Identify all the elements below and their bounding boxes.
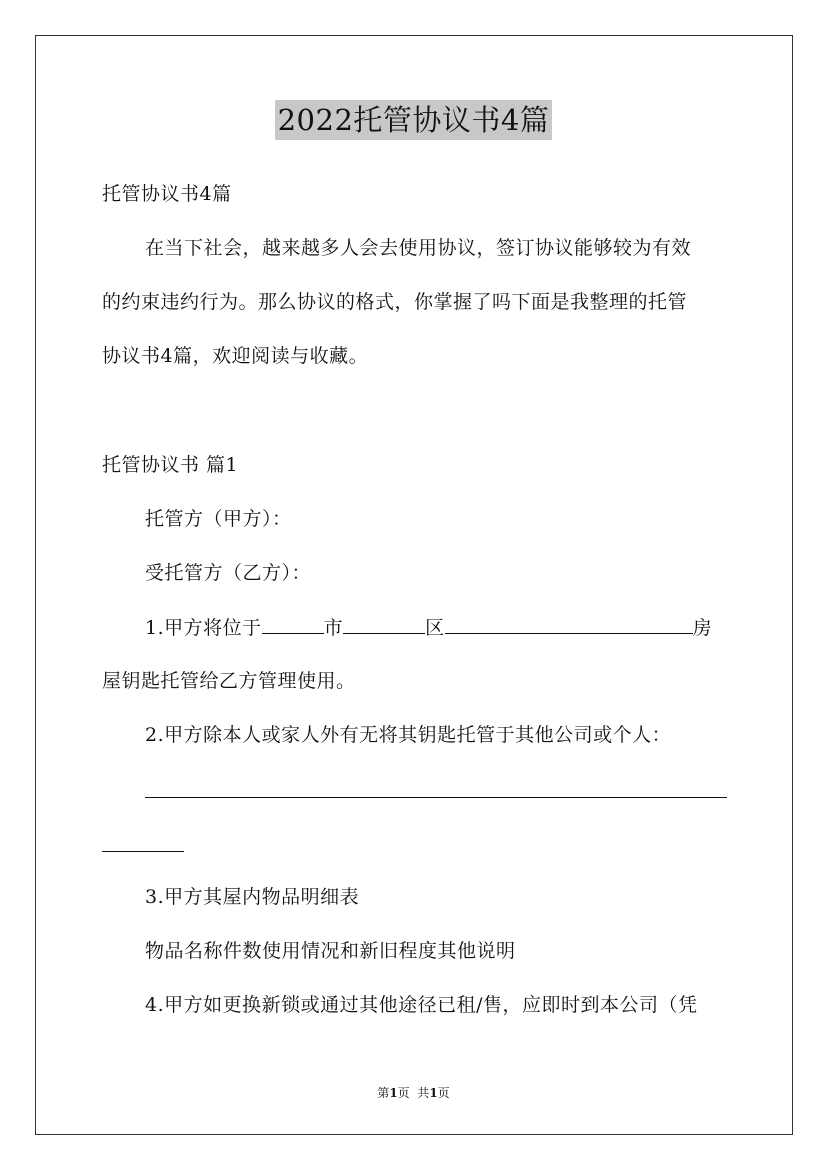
city-label: 市 [323, 617, 344, 639]
clause-2-line: 2.甲方除本人或家人外有无将其钥匙托管于其他公司或个人： [145, 724, 672, 746]
address-blank [445, 615, 693, 634]
city-blank [262, 615, 324, 634]
footer-page-number: 1 [389, 1086, 398, 1100]
section-heading: 托管协议书 篇1 [102, 454, 239, 476]
clause-2-answer-line-end [102, 851, 184, 852]
document-title: 2022托管协议书4篇 [275, 100, 553, 140]
district-label: 区 [425, 617, 445, 639]
party-a-label: 托管方（甲方）： [145, 508, 292, 530]
footer-page-mid: 页 共 [397, 1086, 430, 1100]
clause-4-line: 4.甲方如更换新锁或通过其他途径已租/售，应即时到本公司（凭 [145, 994, 698, 1016]
clause-1-prefix: 1.甲方将位于 [145, 617, 262, 639]
clause-1-line [145, 615, 712, 640]
party-b-label: 受托管方（乙方）： [145, 562, 312, 584]
intro-line-2: 的约束违约行为。那么协议的格式，你掌握了吗下面是我整理的托管 [102, 291, 688, 313]
clause-2-answer-line [145, 797, 727, 798]
intro-line-3: 协议书4篇，欢迎阅读与收藏。 [102, 345, 369, 367]
footer-page-suffix: 页 [437, 1086, 450, 1100]
intro-line-1: 在当下社会，越来越多人会去使用协议，签订协议能够较为有效 [145, 237, 692, 259]
clause-3-line: 3.甲方其屋内物品明细表 [145, 886, 360, 908]
item-table-header: 物品名称件数使用情况和新旧程度其他说明 [145, 940, 516, 962]
title-wrap [0, 100, 827, 140]
document-subtitle: 托管协议书4篇 [102, 183, 232, 205]
district-blank [343, 615, 425, 634]
footer-page-total: 1 [429, 1086, 438, 1100]
clause-1-continuation: 屋钥匙托管给乙方管理使用。 [102, 670, 356, 692]
house-label: 房 [692, 617, 713, 639]
footer-page-prefix: 第 [377, 1086, 390, 1100]
page-footer [0, 1085, 827, 1101]
